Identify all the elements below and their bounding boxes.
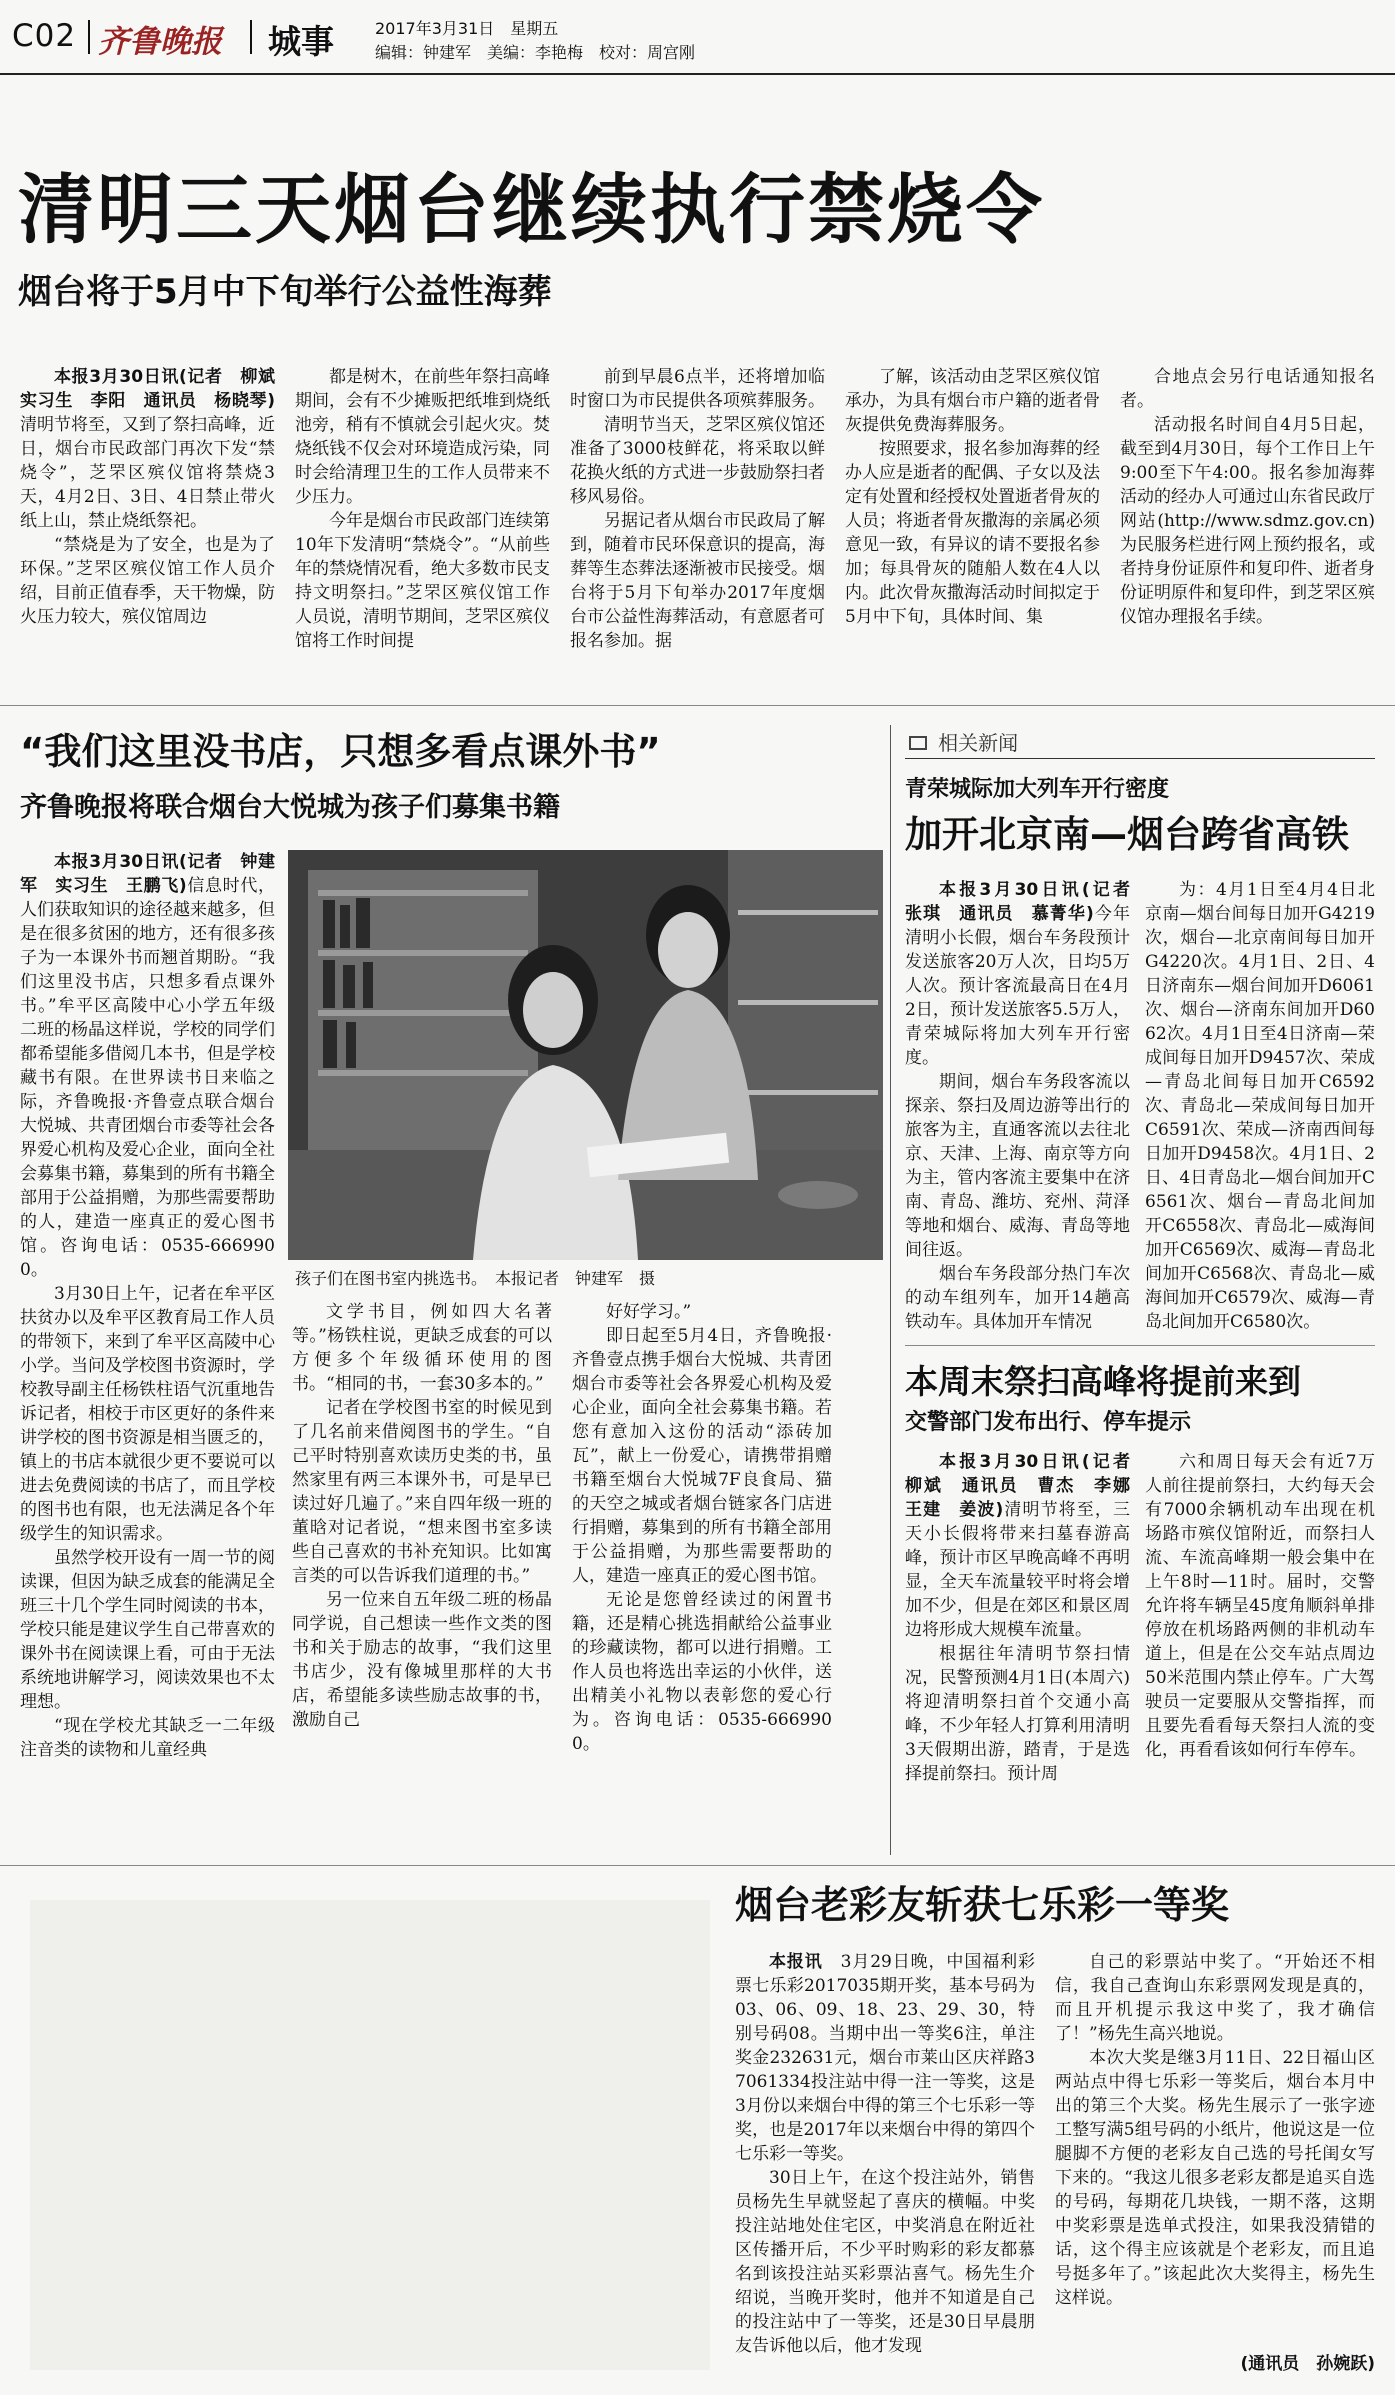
library-photo-illustration [288,850,883,1260]
story1-text: 今年是烟台市民政部门连续第10年下发清明“禁烧令”。“从前些年的禁烧情况看，绝大多数市民支持文明祭扫。”芝罘区殡仪馆工作人员说，清明节期间，芝罘区殡仪馆将工作时间提 [295,511,550,651]
story2-column-1 [20,850,275,1850]
story2-text: “现在学校尤其缺乏一二年级注音类的读物和儿童经典 [20,1716,275,1760]
section-rule [0,705,1395,706]
related-b-column-2 [1145,1450,1375,1845]
story1-text: 清明节当天，芝罘区殡仪馆还准备了3000枝鲜花，将采取以鲜花换火纸的方式进一步鼓励祭扫者移风易俗。 [570,415,825,507]
story1-text: 都是树木，在前些年祭扫高峰期间，会有不少摊贩把纸堆到烧纸池旁，稍有不慎就会引起火灾。焚烧纸钱不仅会对环境造成污染，同时会给清理卫生的工作人员带来不少压力。 [295,367,550,507]
story2-headline: “我们这里没书店，只想多看点课外书” [20,730,661,773]
story2-text: 信息时代，人们获取知识的途径越来越多，但是在很多贫困的地方，还有很多孩子为一本课外书而翘首期盼。“我们这里没书店，只想多看点课外书。”牟平区高陵中心小学五年级二班的杨晶这样说，学校的同学们都希望能多借阅几本书，但是学校藏书有限。在世界读书日来临之际，齐鲁晚报·齐鲁壹点联合烟台大悦城、共青团烟台市委等社会各界爱心机构及爱心企业，面向全社会募集书籍，募集到的所有书籍全部用于公益捐赠，为那些需要帮助的人，建造一座真正的爱心图书馆。咨询电话：0535-6669900。 [20,876,275,1280]
related-b-text: 清明节将至，三天小长假将带来扫墓春游高峰，预计市区早晚高峰不再明显，全天车流量较平时将会增加不少，但是在郊区和景区周边将形成大规模车流量。 [905,1500,1130,1640]
story2-text: 无论是您曾经读过的闲置书籍，还是精心挑选捐献给公益事业的珍藏读物，都可以进行捐赠。工作人员也将选出幸运的小伙伴，送出精美小礼物以表彰您的爱心行为。咨询电话：0535-6669900。 [572,1590,832,1754]
related-a-column-1 [905,878,1147,1338]
story1-subhead: 烟台将于5月中下旬举行公益性海葬 [18,272,552,312]
story2-subhead: 齐鲁晚报将联合烟台大悦城为孩子们募集书籍 [20,792,560,823]
related-news-label: 相关新闻 [938,731,1019,755]
masthead-rule [0,73,1395,75]
story2-photo [288,850,883,1260]
section-name: 城事 [268,22,334,61]
related-a-kicker: 青荣城际加大列车开行密度 [905,777,1170,802]
issue-date: 2017年3月31日 星期五 [375,19,559,38]
related-b-column-1 [905,1450,1147,1845]
story1-column-1 [20,365,292,655]
related-b-subhead: 交警部门发布出行、停车提示 [905,1410,1192,1435]
story1-text: 合地点会另行电话通知报名者。 [1120,367,1375,411]
related-a-text: 为：4月1日至4月4日北京南—烟台间每日加开G4219次，烟台—北京南间每日加开G4220次。4月1日、2日、4日济南东—烟台间加开D6061次、烟台—济南东间加开D6062次。4月1日至4日济南—荣成间每日加开D9457次、荣成—青岛北间每日加开C6592次、青岛北—荣成间每日加开C6591次、荣成—济南西间每日加开D9458次。4月1日、2日、4日青岛北—烟台间加开C6561次、烟台—青岛北间加开C6558次、青岛北—威海间加开C6569次、威海—青岛北间加开C6568次、青岛北—威海间加开C6579次、威海—青岛北间加开C6580次。 [1145,880,1375,1332]
story1-headline: 清明三天烟台继续执行禁烧令 [18,165,1045,254]
bottom-rule [0,1865,1395,1866]
related-rule [905,1345,1375,1346]
page-number: C02 [12,18,77,54]
story2-text: 文学书目，例如四大名著等。”杨铁柱说，更缺乏成套的可以方便多个年级循环使用的图书。“相同的书，一套30多本的。” [292,1302,552,1394]
story3-byline: (通讯员 孙婉跃) [1240,2354,1375,2374]
story3-headline: 烟台老彩友斩获七乐彩一等奖 [735,1883,1230,1927]
column-divider [890,725,891,1855]
story1-lead: 本报3月30日讯(记者 柳斌 实习生 李阳 通讯员 杨晓琴) [20,367,292,411]
story2-text: 即日起至5月4日，齐鲁晚报·齐鲁壹点携手烟台大悦城、共青团烟台市委等社会各界爱心机构及爱心企业，面向全社会募集书籍。若您有意加入这份的活动“添砖加瓦”，献上一份爱心，请携带捐赠书籍至烟台大悦城7F良食局、猫的天空之城或者烟台链家各门店进行捐赠，募集到的所有书籍全部用于公益捐赠，为那些需要帮助的人，建造一座真正的爱心图书馆。 [572,1326,832,1586]
story1-column-5 [1120,365,1375,655]
story1-text: 活动报名时间自4月5日起，截至到4月30日，每个工作日上午9:00至下午4:00。报名参加海葬活动的经办人可通过山东省民政厅网站(http://www.sdmz.gov.cn)为民服务栏进行网上预约报名，或者持身份证原件和复印件、逝者身份证明原件和复印件，到芝罘区殡仪馆办理报名手续。 [1120,415,1375,627]
story3-text: 自己的彩票站中奖了。“开始还不相信，我自己查询山东彩票网发现是真的，而且开机提示我这中奖了，我才确信了！”杨先生高兴地说。 [1055,1952,1375,2044]
related-a-text: 今年清明小长假，烟台车务段预计发送旅客20万人次，日均5万人次。预计客流最高日在4月2日，预计发送旅客5.5万人，青荣城际将加大列车开行密度。 [905,904,1130,1068]
story3-lead: 本报讯 [769,1952,823,1972]
masthead-divider [88,20,90,54]
masthead-divider [250,20,252,54]
story1-column-2 [295,365,550,655]
related-a-column-2 [1145,878,1375,1338]
story1-column-4 [845,365,1100,655]
story2-column-3 [572,1300,832,1840]
paper-logo: 齐鲁晚报 [98,24,222,60]
story3-column-1 [735,1950,1035,2370]
related-news-box [905,728,1375,759]
related-a-headline: 加开北京南—烟台跨省高铁 [905,813,1349,856]
photo-caption: 孩子们在图书室内挑选书。 本报记者 钟建军 摄 [295,1269,656,1288]
related-news-icon [909,736,927,750]
story1-text: 清明节将至，又到了祭扫高峰，近日，烟台市民政部门再次下发“禁烧令”，芝罘区殡仪馆将禁烧3天，4月2日、3日、4日禁止带火纸上山，禁止烧纸祭祀。 [20,415,275,531]
story2-text: 另一位来自五年级二班的杨晶同学说，自己想读一些作文类的图书和关于励志的故事，“我们这里书店少，没有像城里那样的大书店，希望能多读些励志故事的书，激励自己 [292,1590,552,1730]
story3-column-2 [1055,1950,1375,2345]
story1-column-3 [570,365,825,655]
story1-text: 前到早晨6点半，还将增加临时窗口为市民提供各项殡葬服务。 [570,367,825,411]
story3-text: 3月29日晚，中国福利彩票七乐彩2017035期开奖，基本号码为03、06、09、18、23、29、30，特别号码08。当期中出一等奖6注，单注奖金232631元，烟台市莱山区庆祥路37061334投注站中得一注一等奖，这是3月份以来烟台中得的第三个七乐彩一等奖，也是2017年以来烟台中得的第四个七乐彩一等奖。 [735,1952,1036,2164]
related-a-text: 烟台车务段部分热门车次的动车组列车，加开14趟高铁动车。具体加开车情况 [905,1264,1130,1332]
story3-text: 30日上午，在这个投注站外，销售员杨先生早就竖起了喜庆的横幅。中奖投注站地处住宅区，中奖消息在附近社区传播开后，不少平时购彩的彩友都慕名到该投注站买彩票沾喜气。杨先生介绍说，当晚开奖时，他并不知道是自己的投注站中了一等奖，还是30日早晨朋友告诉他以后，他才发现 [735,2168,1035,2356]
story2-text: 虽然学校开设有一周一节的阅读课，但因为缺乏成套的能满足全班三十几个学生同时阅读的书本，学校只能是建议学生自己带喜欢的课外书在阅读课上看，可由于无法系统地讲解学习，阅读效果也不太理想。 [20,1548,275,1712]
related-b-text: 六和周日每天会有近7万人前往提前祭扫，大约每天会有7000余辆机动车出现在机场路市殡仪馆附近，而祭扫人流、车流高峰期一般会集中在上午8时—11时。届时，交警允许将车辆呈45度角顺斜单排停放在机场路两侧的非机动车道上，但是在公交车站点周边50米范围内禁止停车。广大驾驶员一定要服从交警指挥，而且要先看看每天祭扫人流的变化，再看看该如何行车停车。 [1145,1452,1375,1760]
story3-text: 本次大奖是继3月11日、22日福山区两站点中得七乐彩一等奖后，烟台本月中出的第三个大奖。杨先生展示了一张字迹工整写满5组号码的小纸片，他说这是一位腿脚不方便的老彩友自己选的号托闺女写下来的。“我这儿很多老彩友都是追买自选的号码，每期花几块钱，一期不落，这期中奖彩票是选单式投注，如果我没猜错的话，这个得主应该就是个老彩友，而且追号挺多年了。”该起此次大奖得主，杨先生这样说。 [1055,2048,1375,2308]
related-b-lead: 本报3月30日讯(记者 柳斌 通讯员 曹杰 李娜 王建 姜波) [905,1452,1147,1520]
story3-decoration [30,1900,710,2370]
story2-text: 好好学习。” [606,1302,692,1322]
related-a-lead: 本报3月30日讯(记者 张琪 通讯员 慕菁华) [905,880,1147,924]
story1-text: 了解，该活动由芝罘区殡仪馆承办，为具有烟台市户籍的逝者骨灰提供免费海葬服务。 [845,367,1100,435]
story2-text: 记者在学校图书室的时候见到了几名前来借阅图书的学生。“自己平时特别喜欢读历史类的书，虽然家里有两三本课外书，可是早已读过好几遍了。”来自四年级一班的董晗对记者说，“想来图书室多读些自己喜欢的书补充知识。比如寓言类的可以告诉我们道理的书。” [292,1398,552,1586]
related-b-headline: 本周末祭扫高峰将提前来到 [905,1362,1301,1401]
staff-credits: 编辑：钟建军 美编：李艳梅 校对：周宫刚 [375,43,696,62]
story2-lead: 本报3月30日讯(记者 钟建军 实习生 王鹏飞) [20,852,275,896]
story1-text: 按照要求，报名参加海葬的经办人应是逝者的配偶、子女以及法定有处置和经授权处置逝者骨灰的人员；将逝者骨灰撒海的亲属必须意见一致，有异议的请不要报名参加；每具骨灰的随船人数在4人以内。此次骨灰撒海活动时间拟定于5月中下旬，具体时间、集 [845,439,1100,627]
story2-column-2 [292,1300,552,1840]
story1-text: 另据记者从烟台市民政局了解到，随着市民环保意识的提高，海葬等生态葬法逐渐被市民接受。烟台将于5月下旬举办2017年度烟台市公益性海葬活动，有意愿者可报名参加。据 [570,511,825,651]
related-a-text: 期间，烟台车务段客流以探亲、祭扫及周边游等出行的旅客为主，直通客流以去往北京、天津、上海、南京等方向为主，管内客流主要集中在济南、青岛、潍坊、兖州、菏泽等地和烟台、威海、青岛等地间往返。 [905,1072,1130,1260]
related-b-text: 根据往年清明节祭扫情况，民警预测4月1日(本周六)将迎清明祭扫首个交通小高峰，不少年轻人打算利用清明3天假期出游，踏青，于是选择提前祭扫。预计周 [905,1644,1130,1784]
story2-text: 3月30日上午，记者在牟平区扶贫办以及牟平区教育局工作人员的带领下，来到了牟平区高陵中心小学。当问及学校图书资源时，学校教导副主任杨铁柱语气沉重地告诉记者，相校于市区更好的条件来讲学校的图书资源是相当匮乏的，镇上的书店本就很少更不要说可以进去免费阅读的书店了，而且学校的图书也有限，也无法满足各个年级学生的知识需求。 [20,1284,275,1544]
story1-text: “禁烧是为了安全，也是为了环保。”芝罘区殡仪馆工作人员介绍，目前正值春季，天干物燥，防火压力较大，殡仪馆周边 [20,535,275,627]
